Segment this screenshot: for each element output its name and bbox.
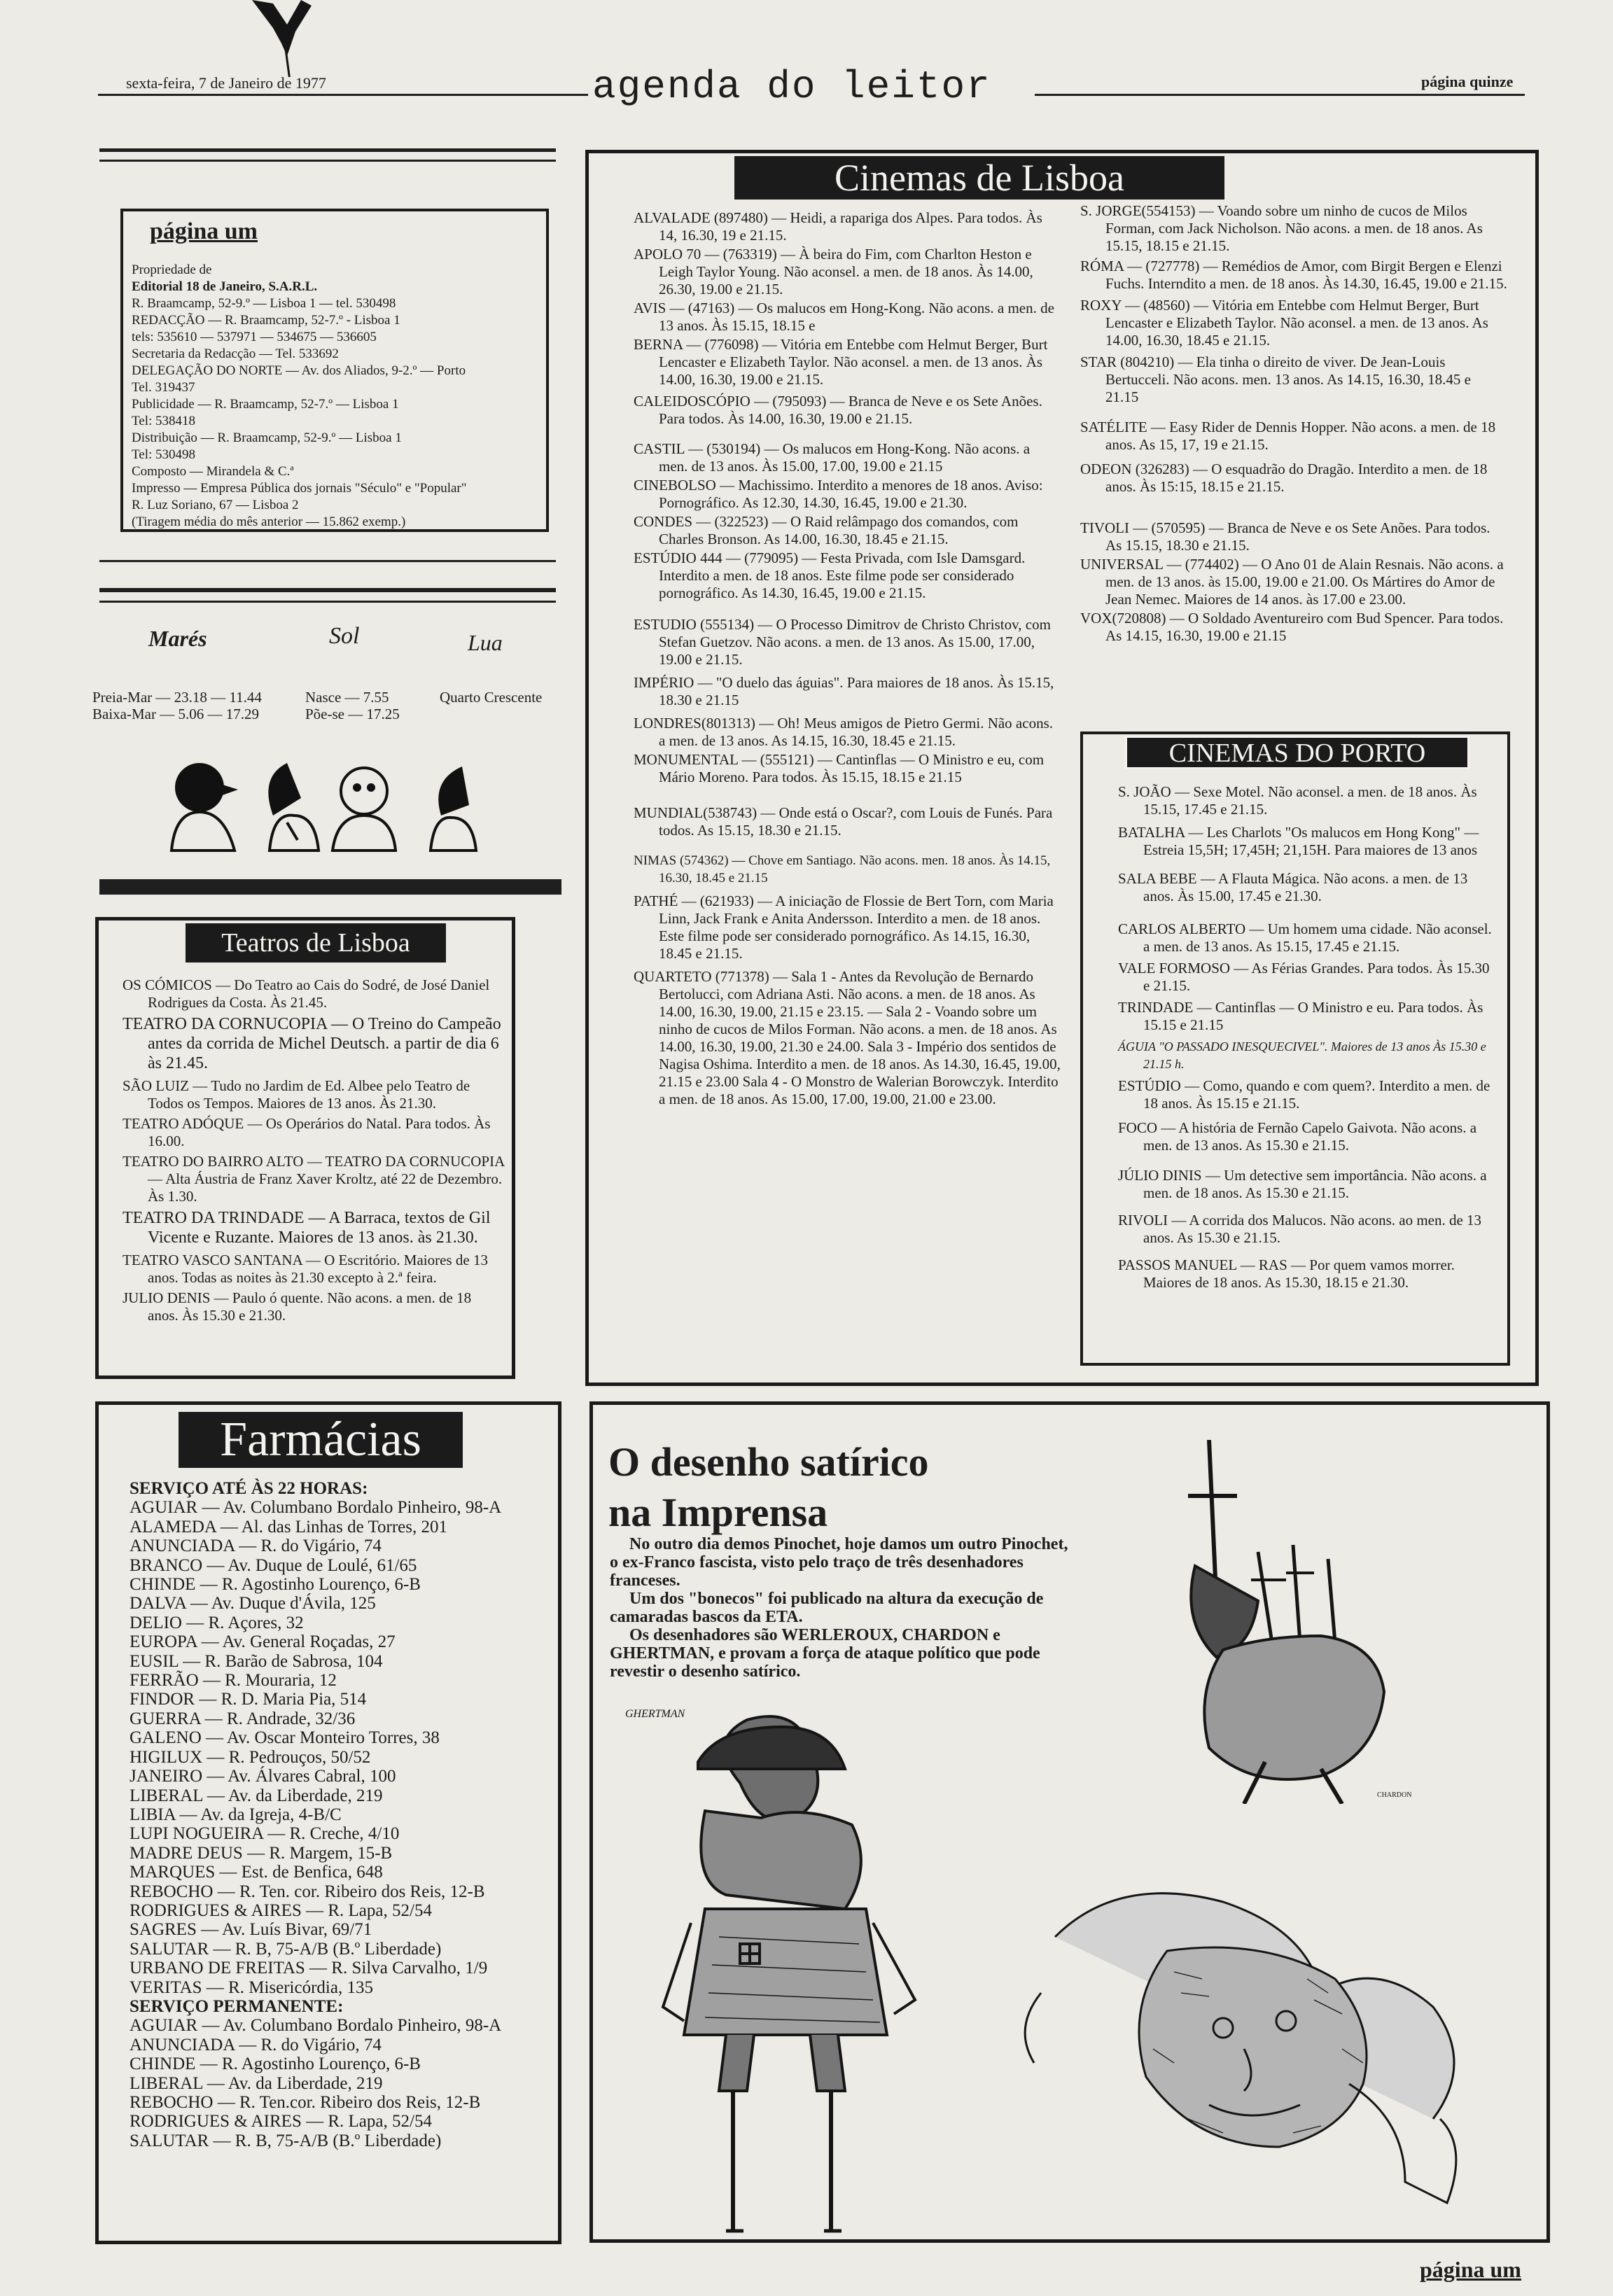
pharmacy-item: MARQUES — Est. de Benfica, 648 bbox=[130, 1863, 383, 1882]
cinema-item: ODEON (326283) — O esquadrão do Dragão. Interdito a men. de 18 anos. Às 15:15, 18.15 e 21.15. bbox=[1080, 461, 1488, 495]
moon-phase: Quarto Crescente bbox=[440, 689, 543, 706]
issue-date: sexta-feira, 7 de Janeiro de 1977 bbox=[126, 74, 326, 92]
pharmacy-item: SALUTAR — R. B, 75-A/B (B.º Liberdade) bbox=[130, 1939, 442, 1959]
satire-headline bbox=[608, 1437, 929, 1538]
theatre-item: TEATRO VASCO SANTANA — O Escritório. Maiores de 13 anos. Todas as noites às 21.30 excepto à 2.ª feira. bbox=[123, 1252, 488, 1286]
theatres-title: Teatros de Lisboa bbox=[186, 923, 446, 962]
pharmacy-item: RODRIGUES & AIRES — R. Lapa, 52/54 bbox=[130, 1900, 432, 1920]
satire-headline-line2: na Imprensa bbox=[608, 1490, 828, 1535]
cartoon-crosses-illustration bbox=[1167, 1440, 1447, 1804]
cartoon-portrait-illustration bbox=[1013, 1853, 1517, 2217]
pharmacy-item: RODRIGUES & AIRES — R. Lapa, 52/54 bbox=[130, 2112, 432, 2132]
cinema-item: RÓMA — (727778) — Remédios de Amor, com Birgit Bergen e Elenzi Fuchs. Interndito a men. de 18 anos. Às 14.30, 16.45, 19.00 e 21.15. bbox=[1080, 258, 1507, 292]
cinema-item: CINEBOLSO — Machissimo. Interdito a menores de 18 anos. Aviso: Pornográfico. As 12.30, 14.30, 16.45, 19.00 e 21.30. bbox=[634, 477, 1043, 511]
theatre-item: TEATRO DA TRINDADE — A Barraca, textos de Gil Vicente e Ruzante. Maiores de 13 anos. às 21.30. bbox=[123, 1209, 491, 1247]
cinema-item: VOX(720808) — O Soldado Aventureiro com Bud Spencer. Para todos. As 14.15, 16.30, 19.00 e 21.15 bbox=[1080, 610, 1504, 644]
theatre-item: SÃO LUIZ — Tudo no Jardim de Ed. Albee pelo Teatro de Todos os Tempos. Maiores de 13 anos. Às 21.30. bbox=[123, 1077, 470, 1112]
pharmacy-item: ANUNCIADA — R. do Vigário, 74 bbox=[130, 2035, 382, 2054]
pharmacy-item: SAGRES — Av. Luís Bivar, 69/71 bbox=[130, 1920, 372, 1940]
theatre-item: OS CÓMICOS — Do Teatro ao Cais do Sodré, de José Daniel Rodrigues da Costa. Às 21.45. bbox=[123, 976, 490, 1011]
cinema-item: UNIVERSAL — (774402) — O Ano 01 de Alain Resnais. Não acons. a men. de 13 anos. às 15.00, 19.00 e 21.00. Os Mártires do Amor de Jean Nemec. Maiores de 14 anos. às 17.00 e 23.00. bbox=[1080, 556, 1504, 608]
pharmacy-item: LIBERAL — Av. da Liberdade, 219 bbox=[130, 2073, 383, 2093]
pharmacy-item: MADRE DEUS — R. Margem, 15-B bbox=[130, 1843, 393, 1863]
pharmacies-box bbox=[95, 1401, 561, 2244]
pharmacy-item: BRANCO — Av. Duque de Loulé, 61/65 bbox=[130, 1555, 417, 1575]
sunrise: Nasce — 7.55 bbox=[305, 689, 389, 706]
cinema-item: CASTIL — (530194) — Os malucos em Hong-Kong. Não acons. a men. de 13 anos. Às 15.00, 17.00, 19.00 e 21.15 bbox=[634, 440, 1031, 475]
cinemas-porto-title: CINEMAS DO PORTO bbox=[1125, 736, 1469, 769]
sol-label: Sol bbox=[329, 623, 360, 649]
porto-cinema-item: CARLOS ALBERTO — Um homem uma cidade. Não aconsel. a men. de 13 anos. As 15.15, 17.45 e 21.15. bbox=[1118, 920, 1492, 955]
masthead-box bbox=[120, 209, 549, 532]
sunset: Põe-se — 17.25 bbox=[305, 706, 400, 722]
cinema-item: APOLO 70 — (763319) — À beira do Fim, com Charlton Heston e Leigh Taylor Young. Não aconsel. a men. de 18 anos. Às 14.00, 26.30, 19.00 e 21.15. bbox=[634, 246, 1033, 298]
porto-cinema-item: ESTÚDIO — Como, quando e com quem?. Interdito a men. de 18 anos. Às 15.15 e 21.15. bbox=[1118, 1077, 1490, 1112]
satire-body: No outro dia demos Pinochet, hoje damos um outro Pinochet, o ex-Franco fascista, visto pelo traço de três desenhadores franceses. Um dos "bonecos" foi publicado na altura da execução de camaradas bascos da ETA. Os desenhadores são WERLEROUX, CHARDON e GHERTMAN, e provam a força de ataque político que pode revestir o desenho satírico. bbox=[610, 1535, 1068, 1681]
pharmacy-item: SALUTAR — R. B, 75-A/B (B.º Liberdade) bbox=[130, 2131, 442, 2150]
pharmacy-item: LUPI NOGUEIRA — R. Creche, 4/10 bbox=[130, 1824, 400, 1844]
theatre-item: TEATRO DA CORNUCOPIA — O Treino do Campeão antes da corrida de Michel Deutsch. a partir de dia 6 às 21.45. bbox=[123, 1015, 501, 1072]
cinema-item: LONDRES(801313) — Oh! Meus amigos de Pietro Germi. Não acons. a men. de 13 anos. As 14.15, 16.30, 18.45 e 21.15. bbox=[634, 715, 1053, 749]
pharmacy-item: EUROPA — Av. General Roçadas, 27 bbox=[130, 1632, 396, 1652]
cinema-item: ESTÚDIO 444 — (779095) — Festa Privada, com Isle Damsgard. Interdito a men. de 18 anos. Este filme pode ser considerado pornográfico. As 14.30, 16.45, 19.00 e 21.15. bbox=[634, 550, 1026, 601]
porto-cinema-item: VALE FORMOSO — As Férias Grandes. Para todos. Às 15.30 e 21.15. bbox=[1118, 960, 1490, 994]
footer-logo: página um bbox=[1420, 2257, 1521, 2282]
cinemas-lisboa-title: Cinemas de Lisboa bbox=[734, 156, 1224, 200]
page-number: página quinze bbox=[1421, 73, 1514, 90]
cartoon-signature-2: CHARDON bbox=[1377, 1791, 1412, 1799]
high-tide: Preia-Mar — 23.18 — 11.44 bbox=[92, 689, 262, 706]
cinema-item: MUNDIAL(538743) — Onde está o Oscar?, com Louis de Funés. Para todos. As 15.15, 18.30 e 21.15. bbox=[634, 804, 1053, 839]
theatre-item: TEATRO ADÓQUE — Os Operários do Natal. Para todos. Às 16.00. bbox=[123, 1115, 491, 1149]
cinemas-lisboa-box bbox=[585, 150, 1539, 1386]
porto-cinema-item: JÚLIO DINIS — Um detective sem importância. Não acons. a men. de 18 anos. As 15.30 e 21.15. bbox=[1118, 1167, 1487, 1201]
cartoon-signature: GHERTMAN bbox=[625, 1708, 685, 1720]
pharmacy-item: FINDOR — R. D. Maria Pia, 514 bbox=[130, 1690, 367, 1709]
pharmacies-title: Farmácias bbox=[179, 1412, 463, 1468]
lua-label: Lua bbox=[468, 630, 503, 655]
low-tide: Baixa-Mar — 5.06 — 17.29 bbox=[92, 706, 259, 722]
cinema-item: NIMAS (574362) — Chove em Santiago. Não acons. men. 18 anos. Às 14.15, 16.30, 18.45 e 21.15 bbox=[634, 853, 1051, 886]
pharmacy-item: REBOCHO — R. Ten.cor. Ribeiro dos Reis, 12-B bbox=[130, 2093, 481, 2112]
pharmacy-permanent-heading: SERVIÇO PERMANENTE: bbox=[130, 1996, 344, 2016]
pharmacy-item: JANEIRO — Av. Álvares Cabral, 100 bbox=[130, 1767, 396, 1786]
pharmacy-item: HIGILUX — R. Pedrouços, 50/52 bbox=[130, 1747, 371, 1767]
pharmacy-item: CHINDE — R. Agostinho Lourenço, 6-B bbox=[130, 1575, 421, 1595]
cinema-item: CONDES — (322523) — O Raid relâmpago dos comandos, com Charles Bronson. As 14.00, 16.30, 18.45 e 21.15. bbox=[634, 513, 1019, 547]
satire-article-box bbox=[589, 1401, 1550, 2243]
pharmacy-item: REBOCHO — R. Ten. cor. Ribeiro dos Reis, 12-B bbox=[130, 1882, 485, 1901]
cinema-item: BERNA — (776098) — Vitória em Entebbe com Helmut Berger, Burt Lencaster e Elizabeth Taylor. Não aconsel. a men. de 13 anos. Às 14.00, 16.30, 19.00 e 21.15. bbox=[634, 336, 1048, 388]
cinemas-lisboa-col2 bbox=[1080, 202, 1507, 645]
porto-cinema-item: S. JOÃO — Sexe Motel. Não aconsel. a men. de 18 anos. Às 15.15, 17.45 e 21.15. bbox=[1118, 783, 1477, 818]
cartoon-general-illustration bbox=[621, 1699, 985, 2238]
porto-cinema-item: ÁGUIA "O PASSADO INESQUECIVEL". Maiores de 13 anos Às 15.30 e 21.15 h. bbox=[1118, 1040, 1486, 1071]
cinema-item: QUARTETO (771378) — Sala 1 - Antes da Revolução de Bernardo Bertolucci, com Adriana Asti. Não acons. a men. de 18 anos. As 14.00, 16.30, 19.00, 21.15 e 23.15. — Sala 2 - Voando sobre um ninho de cucos de Milos Forman. Não acons. a men. de 18 anos. As 14.00, 16.30, 19.00, 21.30 e 24.00. Sala 3 - Império dos sentidos de Nagisa Oshima. Interdito a men. de 18 anos. As 14.30, 16.45, 19.00, 21.15 e 23.00 Sala 4 - O Monstro de Walerian Borowczyk. Interdito a men. de 18 anos. As 15.00, 17.00, 19.00, 21.00 e 23.00. bbox=[634, 968, 1061, 1107]
cinema-item: STAR (804210) — Ela tinha o direito de viver. De Jean-Louis Bertucceli. Não acons. men. 13 anos. As 14.15, 16.30, 18.45 e 21.15 bbox=[1080, 354, 1471, 405]
cinemas-lisboa-col1 bbox=[634, 209, 1062, 1108]
masthead-logo: página um bbox=[150, 218, 258, 244]
cinema-item: S. JORGE(554153) — Voando sobre um ninho de cucos de Milos Forman, com Jack Nicholson. Não acons. a men. de 18 anos. As 15.15, 18.15 e 21.15. bbox=[1080, 202, 1483, 254]
porto-cinema-item: BATALHA — Les Charlots "Os malucos em Hong Kong" — Estreia 15,5H; 17,45H; 21,15H. Para maiores de 13 anos bbox=[1118, 824, 1479, 858]
cinema-item: ROXY — (48560) — Vitória em Entebbe com Helmut Berger, Burt Lencaster e Elizabeth Taylor. Não aconsel. a men. de 13 anos. As 14.00, 16.30, 18.45 e 21.15. bbox=[1080, 297, 1488, 349]
pharmacy-item: AGUIAR — Av. Columbano Bordalo Pinheiro, 98-A bbox=[130, 1498, 502, 1518]
cinema-item: ALVALADE (897480) — Heidi, a rapariga dos Alpes. Para todos. Às 14, 16.30, 19 e 21.15. bbox=[634, 209, 1042, 244]
porto-cinema-item: RIVOLI — A corrida dos Malucos. Não acons. ao men. de 13 anos. As 15.30 e 21.15. bbox=[1118, 1212, 1482, 1246]
pharmacy-service-heading: SERVIÇO ATÉ ÀS 22 HORAS: bbox=[130, 1479, 368, 1498]
porto-cinema-item: TRINDADE — Cantinflas — O Ministro e eu. Para todos. Às 15.15 e 21.15 bbox=[1118, 999, 1483, 1033]
pharmacy-item: AGUIAR — Av. Columbano Bordalo Pinheiro, 98-A bbox=[130, 2016, 502, 2036]
theatre-item: JULIO DENIS — Paulo ó quente. Não acons. a men. de 18 anos. Às 15.30 e 21.30. bbox=[123, 1289, 472, 1324]
pharmacy-item: ANUNCIADA — R. do Vigário, 74 bbox=[130, 1536, 382, 1556]
pharmacy-item: DELIO — R. Açores, 32 bbox=[130, 1613, 304, 1632]
page-section-title: agenda do leitor bbox=[592, 64, 991, 109]
porto-cinema-item: FOCO — A história de Fernão Capelo Gaivota. Não acons. a men. de 13 anos. As 15.30 e 21.15. bbox=[1118, 1119, 1477, 1154]
pharmacy-item: GALENO — Av. Oscar Monteiro Torres, 38 bbox=[130, 1728, 440, 1748]
mares-label: Marés bbox=[148, 626, 207, 651]
pharmacy-item: DALVA — Av. Duque d'Ávila, 125 bbox=[130, 1594, 376, 1614]
cinema-item: PATHÉ — (621933) — A iniciação de Flossie de Bert Torn, com Maria Linn, Jack Frank e Anita Andersson. Interdito a men. de 18 anos. Este filme pode ser considerado pornográfico. As 14.15, 16.30, 18.45 e 21.15. bbox=[634, 892, 1054, 962]
cinema-item: MONUMENTAL — (555121) — Cantinflas — O Ministro e eu, com Mário Moreno. Para todos. Às 15.15, 18.15 e 21.15 bbox=[634, 751, 1045, 785]
pharmacy-item: GUERRA — R. Andrade, 32/36 bbox=[130, 1709, 356, 1728]
ink-blot bbox=[245, 0, 329, 77]
cinema-item: ESTUDIO (555134) — O Processo Dimitrov de Christo Christov, com Stefan Guetzov. Não acons. a men. de 13 anos. As 15.00, 17.00, 19.00 e 21.15. bbox=[634, 616, 1051, 668]
pharmacy-item: LIBERAL — Av. da Liberdade, 219 bbox=[130, 1786, 383, 1805]
pharmacy-item: EUSIL — R. Barão de Sabrosa, 104 bbox=[130, 1651, 383, 1671]
satire-headline-line1: O desenho satírico bbox=[608, 1439, 929, 1485]
pharmacy-item: VERITAS — R. Misericórdia, 135 bbox=[130, 1977, 373, 1997]
theatres-box bbox=[95, 917, 515, 1379]
pharmacy-item: ALAMEDA — Al. das Linhas de Torres, 201 bbox=[130, 1517, 447, 1536]
theatre-item: TEATRO DO BAIRRO ALTO — TEATRO DA CORNUCOPIA — Alta Áustria de Franz Xaver Kroltz, até 22 de Dezembro. Às 1.30. bbox=[123, 1153, 505, 1205]
cinema-item: TIVOLI — (570595) — Branca de Neve e os Sete Anões. Para todos. As 15.15, 18.30 e 21.15. bbox=[1080, 519, 1490, 554]
pharmacy-item: FERRÃO — R. Mouraria, 12 bbox=[130, 1671, 337, 1690]
cinemas-porto-box bbox=[1080, 732, 1510, 1366]
porto-cinema-item: SALA BEBE — A Flauta Mágica. Não acons. a men. de 13 anos. Às 15.00, 17.45 e 21.30. bbox=[1118, 870, 1468, 904]
cinema-item: IMPÉRIO — "O duelo das águias". Para maiores de 18 anos. Às 15.15, 18.30 e 21.15 bbox=[634, 674, 1054, 708]
cinema-item: SATÉLITE — Easy Rider de Dennis Hopper. Não acons. a men. de 18 anos. As 15, 17, 19 e 21.15. bbox=[1080, 419, 1496, 453]
porto-cinema-item: PASSOS MANUEL — RAS — Por quem vamos morrer. Maiores de 18 anos. As 15.30, 18.15 e 21.30. bbox=[1118, 1256, 1455, 1291]
pharmacy-item: LIBIA — Av. da Igreja, 4-B/C bbox=[130, 1805, 342, 1824]
tide-figures-illustration bbox=[154, 756, 490, 854]
pharmacy-item: CHINDE — R. Agostinho Lourenço, 6-B bbox=[130, 2054, 421, 2074]
masthead-info: Propriedade de Editorial 18 de Janeiro, S.A.R.L. R. Braamcamp, 52-9.º — Lisboa 1 — tel. 530498 REDACÇÃO — R. Braamcamp, 52-7.º - Lisboa 1 tels: 535610 — 537971 — 534675 — 536605 Secretaria da Redacção — Tel. 533692 DELEGAÇÃO DO NORTE — Av. dos Aliados, 9-2.º — Porto Tel. 319437 Publicidade — R. Braamcamp, 52-7.º — Lisboa 1 Tel: 538418 Distribuição — R. Braamcamp, 52-9.º — Lisboa 1 Tel: 530498 Composto — Mirandela & C.ª Impresso — Empresa Pública dos jornais "Século" e "Popular" R. Luz Soriano, 67 — Lisboa 2 (Tiragem média do mês anterior — 15.862 exemp.) bbox=[132, 262, 467, 529]
cinema-item: CALEIDOSCÓPIO — (795093) — Branca de Neve e os Sete Anões. Para todos. Às 14.00, 16.30, 19.00 e 21.15. bbox=[634, 393, 1042, 427]
pharmacy-item: URBANO DE FREITAS — R. Silva Carvalho, 1/9 bbox=[130, 1959, 488, 1978]
cinema-item: AVIS — (47163) — Os malucos em Hong-Kong. Não acons. a men. de 13 anos. Às 15.15, 18.15 e bbox=[634, 300, 1054, 334]
